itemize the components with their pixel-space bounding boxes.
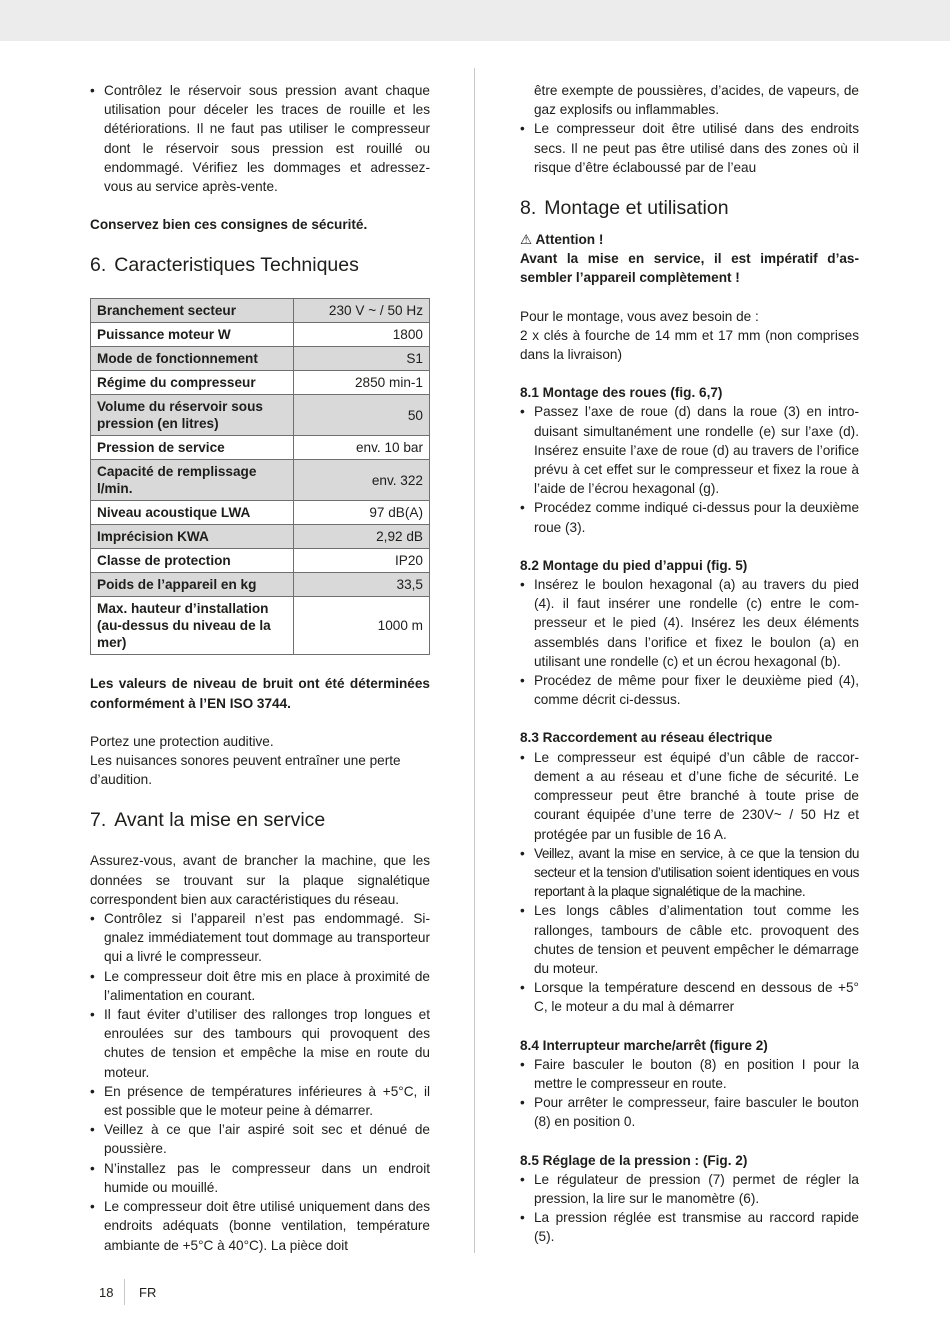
subsection-bullet-list [520,402,859,536]
spec-value: 2,92 dB [294,525,430,549]
section-8-heading [520,196,859,220]
continued-bullet-list [520,119,859,177]
top-band [0,0,950,41]
table-row [91,347,430,371]
list-item: • N’installez pas le compresseur dans un endroit humide ou mouillé. [90,1159,430,1197]
spec-value: 97 dB(A) [294,501,430,525]
table-row [91,436,430,460]
subsection-bullet-list [520,748,859,1017]
table-row [91,460,430,501]
list-item: • Contrôlez le réservoir sous pression avant chaque utilisation pour déceler les traces de rouille et les détériorations. Il ne faut pas utiliser le compresseur dont le réservoir sous pression est rouillé ou endommagé. Vérifiez les dommages et adressez-vous au service après-vente. [90,81,430,196]
section-number: 7. [90,809,107,832]
list-item: • Les longs câbles d’alimentation tout comme les rallonges, tambours de câble etc. provoquent des chutes de tension et peuvent empêcher le démarrage du moteur. [520,901,859,978]
intro-bullet-list [90,81,430,196]
subsection-title: 8.1 Montage des roues (fig. 6,7) [520,385,723,401]
list-item: • Le compresseur est équipé d’un câble de raccordement a au réseau et d’une fiche de sécurité. Le compresseur peut être branché à toute prise de courant équipée d’une terre de 230V~ / 50 Hz et protégée par un fusible de 16 A. [520,748,859,844]
spec-key: Niveau acoustique LWA [91,501,294,525]
section-7-heading [90,808,430,832]
spec-value: 2850 min-1 [294,371,430,395]
list-item: • Faire basculer le bouton (8) en position I pour la mettre le compresseur en route. [520,1055,859,1093]
mounting-tools: 2 x clés à fourche de 14 mm et 17 mm (non comprises dans la livraison) [520,327,859,363]
spec-key: Volume du réservoir sous pression (en litres) [91,395,294,436]
list-item: • Procédez de même pour fixer le deuxième pied (4), comme décrit ci-dessus. [520,671,859,709]
subsection-bullet-list [520,1055,859,1132]
attention-label: Attention ! [535,232,604,248]
spec-key: Régime du compresseur [91,371,294,395]
noise-note: Les valeurs de niveau de bruit ont été déterminées conformément à l’EN ISO 3744. [90,676,430,711]
list-item: • Le régulateur de pression (7) permet de régler la pression, la lire sur le manomètre (6). [520,1170,859,1208]
spec-key: Max. hauteur d’installation (au-dessus du niveau de la mer) [91,597,294,655]
spec-value: env. 322 [294,460,430,501]
spec-value: 33,5 [294,573,430,597]
spec-key: Poids de l’appareil en kg [91,573,294,597]
language-code: FR [139,1285,157,1300]
spec-key: Branchement secteur [91,299,294,323]
table-row [91,371,430,395]
subsection-bullet-list [520,575,859,709]
continued-text: être exempte de poussières, d’acides, de vapeurs, de gaz explosifs ou inflammables. [534,83,859,118]
subsection-title: 8.4 Interrupteur marche/arrêt (figure 2) [520,1037,768,1053]
section-number: 8. [520,197,537,220]
section-7-intro: Assurez-vous, avant de brancher la machine, que les données se trouvant sur la plaque signalétique correspondent bien aux caractéristiques du réseau. [90,853,430,907]
list-item: • Lorsque la température descend en dessous de +5° C, le moteur a du mal à démarrer [520,978,859,1016]
spec-key: Imprécision KWA [91,525,294,549]
table-row [91,501,430,525]
list-item: • Le compresseur doit être utilisé dans des endroits secs. Il ne peut pas être utilisé dans des zones où il risque d’être éclaboussé par de l’eau [520,119,859,177]
spec-key: Pression de service [91,436,294,460]
section-7-bullet-list [90,909,430,1255]
page-footer [0,1283,950,1303]
attention-text: Avant la mise en service, il est impératif d’assembler l’appareil complètement ! [520,251,859,286]
table-row [91,597,430,655]
list-item: • Le compresseur doit être mis en place à proximité de l’alimentation en courant. [90,967,430,1005]
table-row [91,395,430,436]
section-title: Montage et utilisation [544,197,729,220]
list-item: • Procédez comme indiqué ci-dessus pour la deuxième roue (3). [520,498,859,536]
spec-value: 230 V ~ / 50 Hz [294,299,430,323]
subsection-bullet-list [520,1170,859,1247]
column-divider [474,68,475,1253]
keep-safety-note: Conservez bien ces consignes de sécurité. [90,217,368,233]
list-item: • La pression réglée est transmise au raccord rapide (5). [520,1208,859,1246]
subsection-title: 8.3 Raccordement au réseau électrique [520,730,773,746]
warning-triangle-icon: ⚠ [520,232,533,248]
footer-separator [124,1279,125,1305]
spec-value: S1 [294,347,430,371]
spec-value: 1000 m [294,597,430,655]
list-item: • Insérez le boulon hexagonal (a) au travers du pied (4). il faut insérer une rondelle (c) entre le compresseur et le pied (4). Insérez les deux éléments assemblés dans l’orifice et fixez le boulon (a) en utilisant une rondelle (c) et un écrou hexagonal (b). [520,575,859,671]
list-item: • Il faut éviter d’utiliser des rallonges trop longues et enroulées sur des tambours qui provoquent des chutes de tension et empêche la mise en route du moteur. [90,1005,430,1082]
list-item: • Passez l’axe de roue (d) dans la roue (3) en introduisant simultanément une rondelle (e) sur l’axe (d). Insérez ensuite l’axe de roue (d) au travers de l’orifice prévu à cet effet sur le compresseur et fixez la roue à l’aide de l’écrou hexagonal (g). [520,402,859,498]
spec-key: Capacité de remplissage l/min. [91,460,294,501]
section-6-heading [90,253,430,277]
subsection-title: 8.5 Réglage de la pression : (Fig. 2) [520,1152,748,1168]
section-title: Avant la mise en service [114,809,326,832]
spec-key: Puissance moteur W [91,323,294,347]
subsection-title: 8.2 Montage du pied d’appui (fig. 5) [520,557,748,573]
section-title: Caracteristiques Techniques [114,254,359,277]
table-row [91,573,430,597]
right-column [520,81,859,1247]
spec-value: env. 10 bar [294,436,430,460]
spec-value: 50 [294,395,430,436]
table-row [91,525,430,549]
table-row [91,299,430,323]
spec-value: IP20 [294,549,430,573]
table-row [91,549,430,573]
list-item: • Pour arrêter le compresseur, faire basculer le bouton (8) en position 0. [520,1093,859,1131]
section-number: 6. [90,254,107,277]
table-row [91,323,430,347]
left-column [90,81,430,1255]
spec-table [90,298,430,655]
page-number: 18 [99,1285,114,1300]
hearing-protection-text: Portez une protection auditive. [90,733,274,749]
list-item: • Veillez, avant la mise en service, à ce que la tension du secteur et la tension d’utilisation soient identiques en vous reportant à la plaque signalétique de la machine. [520,844,859,902]
list-item: • En présence de températures inférieures à +5°C, il est possible que le moteur peine à démarrer. [90,1082,430,1120]
hearing-warning-text: Les nuisances sonores peuvent entraîner une perte d’audition. [90,753,401,788]
mounting-intro: Pour le montage, vous avez besoin de : [520,308,759,324]
spec-key: Mode de fonctionnement [91,347,294,371]
spec-key: Classe de protection [91,549,294,573]
list-item: • Le compresseur doit être utilisé uniquement dans des endroits adéquats (bonne ventilation, température ambiante de +5°C à 40°C). La pièce doit [90,1197,430,1255]
spec-value: 1800 [294,323,430,347]
list-item: • Contrôlez si l’appareil n’est pas endommagé. Signalez immédiatement tout dommage au transporteur qui a livré le compresseur. [90,909,430,967]
attention-line [520,230,859,249]
list-item: • Veillez à ce que l’air aspiré soit sec et dénué de poussière. [90,1120,430,1158]
